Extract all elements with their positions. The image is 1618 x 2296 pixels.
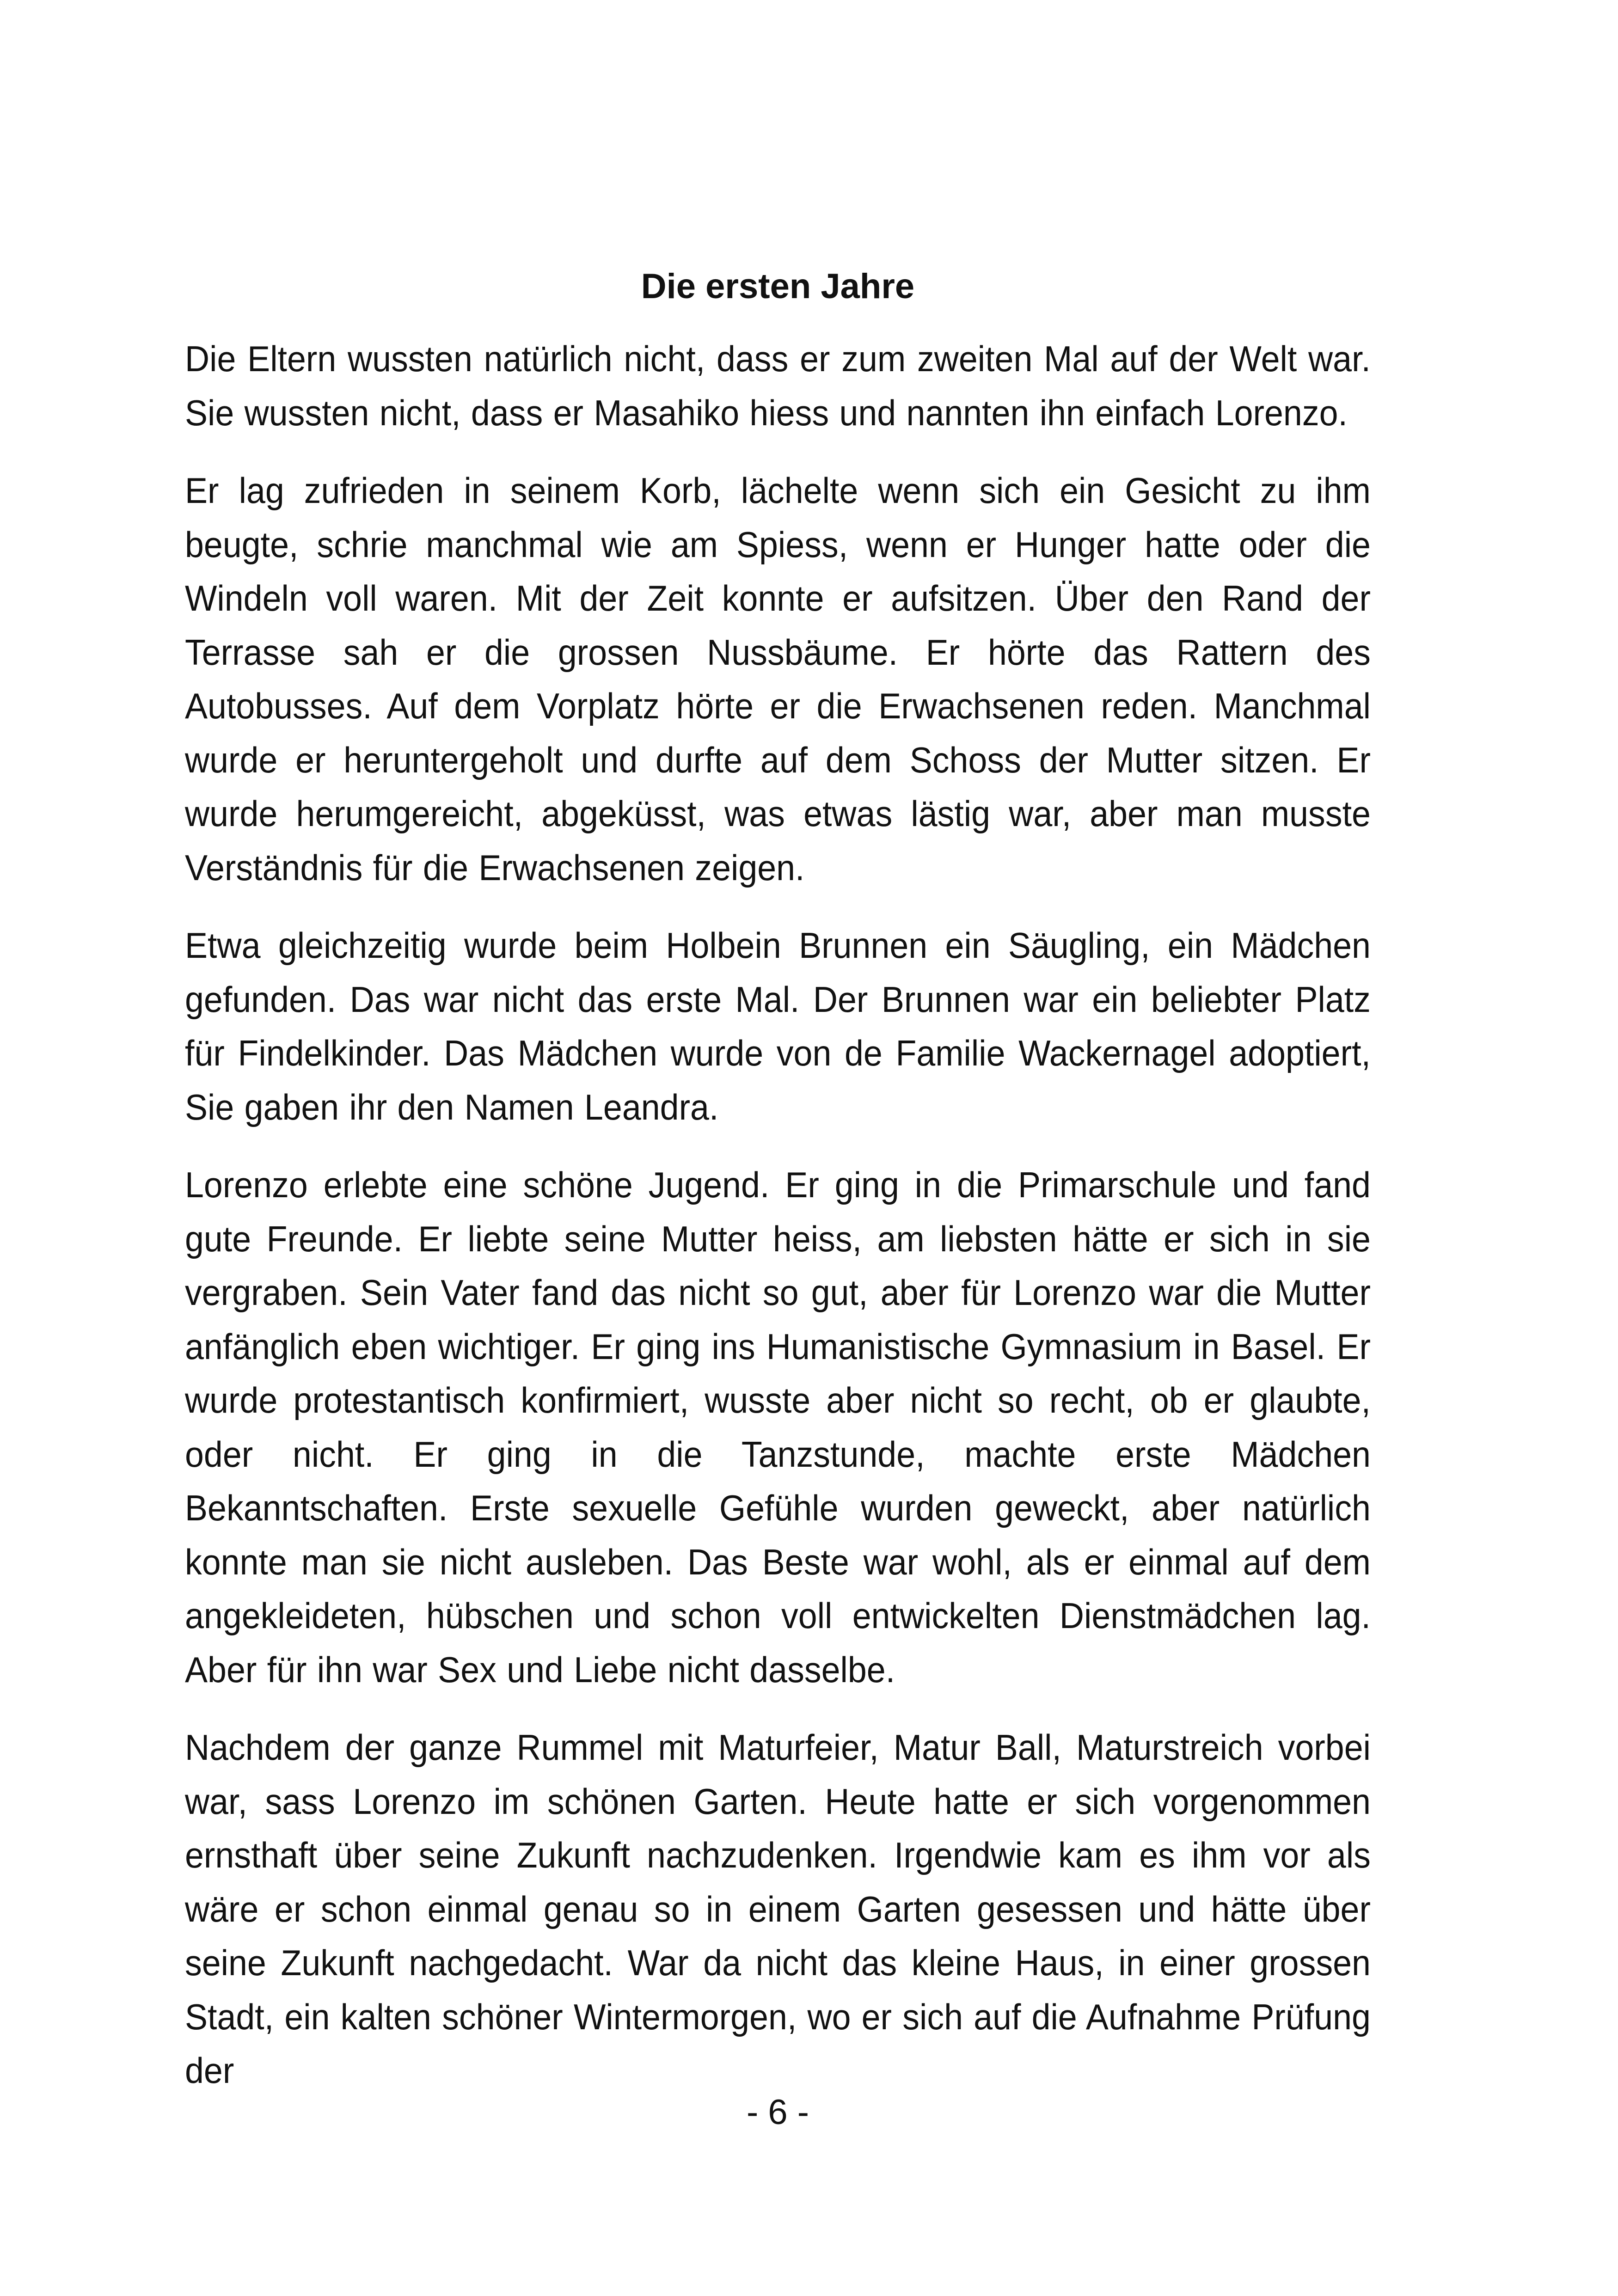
paragraph-3: Etwa gleichzeitig wurde beim Holbein Brunnen ein Säugling, ein Mädchen gefunden. Das war nicht das erste Mal. Der Brunnen war ein beliebter Platz für Findelkinder. Das Mädchen wurde von de Familie Wackernagel adoptiert, Sie gaben ihr den Namen Leandra.	[185, 925, 1371, 1127]
chapter-title: Die ersten Jahre	[641, 267, 915, 306]
paragraph-1: Die Eltern wussten natürlich nicht, dass er zum zweiten Mal auf der Welt war. Sie wussten nicht, dass er Masahiko hiess und nannten ihn einfach Lorenzo.	[185, 338, 1371, 433]
paragraph-4: Lorenzo erlebte eine schöne Jugend. Er ging in die Primarschule und fand gute Freunde. Er liebte seine Mutter heiss, am liebsten hätte er sich in sie vergraben. Sein Vater fand das nicht so gut, aber für Lorenzo war die Mutter anfänglich eben wichtiger. Er ging ins Humanistische Gymnasium in Basel. Er wurde protestantisch konfirmiert, wusste aber nicht so recht, ob er glaubte, oder nicht. Er ging in die Tanzstunde, machte erste Mädchen Bekanntschaften. Erste sexuelle Gefühle wurden geweckt, aber natürlich konnte man sie nicht ausleben. Das Beste war wohl, als er einmal auf dem angekleideten, hübschen und schon voll entwickelten Dienstmädchen lag. Aber für ihn war Sex und Liebe nicht dasselbe.	[185, 1164, 1371, 1690]
page-number: - 6 -	[746, 2093, 809, 2132]
paragraph-2: Er lag zufrieden in seinem Korb, lächelte wenn sich ein Gesicht zu ihm beugte, schrie manchmal wie am Spiess, wenn er Hunger hatte oder die Windeln voll waren. Mit der Zeit konnte er aufsitzen. Über den Rand der Terrasse sah er die grossen Nussbäume. Er hörte das Rattern des Autobusses. Auf dem Vorplatz hörte er die Erwachsenen reden. Manchmal wurde er heruntergeholt und durfte auf dem Schoss der Mutter sitzen. Er wurde herumgereicht, abgeküsst, was etwas lästig war, aber man musste Verständnis für die Erwachsenen zeigen.	[185, 470, 1371, 888]
paragraph-5: Nachdem der ganze Rummel mit Maturfeier, Matur Ball, Maturstreich vorbei war, sass Lorenzo im schönen Garten. Heute hatte er sich vorgenommen ernsthaft über seine Zukunft nachzudenken. Irgendwie kam es ihm vor als wäre er schon einmal genau so in einem Garten gesessen und hätte über seine Zukunft nachgedacht. War da nicht das kleine Haus, in einer grossen Stadt, ein kalten schöner Wintermorgen, wo er sich auf die Aufnahme Prüfung der	[185, 1727, 1371, 2091]
body-text	[185, 332, 1371, 2122]
